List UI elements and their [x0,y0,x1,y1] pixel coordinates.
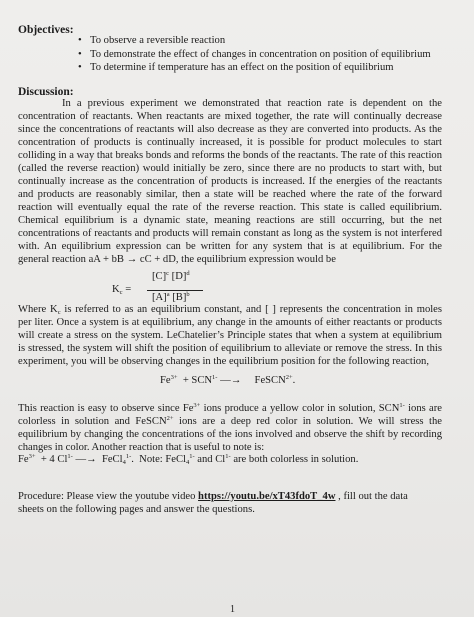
paragraph-line: colliding in a way that breaks bonds and reforms the bonds of the reactants. The rate of this reaction [18,150,442,161]
reaction-equation-2: $Fe^{3+} + 4$ $Cl^{1-}$ —→ FeCl$_4^{1-}$. Note: FeCl$_4^{1-}$ and $Cl^{1-}$ are both colorless in solution. [18,453,359,466]
procedure-line: sheets on the following pages and answer the questions. [18,504,255,515]
reaction-equation-1: $Fe^{3+} + SCN^{1-}$ —→ FeSCN$^{2+}$. [160,374,296,386]
paragraph-line: is stressed, the system will shift the position of equilibrium to alleviate or remove the stress. In this [18,343,442,354]
page-number: 1 [230,604,235,615]
paragraph-line: colorless in solution and FeSCN$^{2+}$ ions are a deep red color in solution. We will stress the [18,415,442,427]
paragraph-line: concentration of products is continually increased, it is possible for product molecules to start [18,137,442,148]
paragraph-line: experiment, you will be observing changes in the equilibrium position for the following reaction, [18,356,430,367]
paragraph-line: reaction will eventually equal the rate of the reverse reaction. This state is called equilibrium. [18,202,442,213]
objective-item: • To observe a reversible reaction [78,35,226,46]
paragraph-line: Chemical equilibrium is a dynamic state, meaning reactions are still occurring, but the net [18,215,442,226]
paragraph-line: concentrations of reactants and products will remain constant as long as the system is not interfered [18,228,442,239]
paragraph-line: per liter. Once a system is at equilibrium, any change in the amounts of either reactants or products [18,317,442,328]
kc-denominator: $[A]^a$ $[B]^b$ [152,291,190,303]
bullet-icon: • [78,48,82,60]
paragraph-line: This reaction is easy to observe since $Fe^{3+}$ ions produce a yellow color in solution, $SCN^{1-}$ ions are [18,402,442,414]
paragraph-line: will create a stress on the system. LeChatelier’s Principle states that when a system at equilibrium [18,330,442,341]
objective-item: • To determine if temperature has an effect on the position of equilibrium [78,62,394,73]
paragraph-line: general reaction aA + bB → cC + dD, the equilibrium expression would be [18,254,336,265]
paragraph-line: In a previous experiment we demonstrated that reaction rate is dependent on the [62,98,442,109]
paragraph-line: concentration of reactants. When reactants are mixed together, the rate will continually decrease [18,111,442,122]
bullet-icon: • [78,35,82,46]
kc-numerator: $[C]^c$ $[D]^d$ [152,270,190,282]
color-paragraph [18,402,442,454]
objectives-heading: Objectives: [18,24,74,36]
discussion-paragraph [18,97,442,266]
fraction-bar [147,290,203,291]
discussion-heading: Discussion: [18,86,74,98]
bullet-icon: • [78,62,82,73]
procedure-line: Procedure: Please view the youtube video https://youtu.be/xT43fdoT_4w , fill out the data [18,491,408,502]
paragraph-line: and products are reasonably similar, then a state will be reached where the rate of the forward [18,189,442,200]
paragraph-line: since the concentrations of reactants will also decrease as they are converted into products. As the [18,124,442,135]
paragraph-line: changes in color. Another reaction that is useful to note is: [18,442,265,453]
youtube-link[interactable]: https://youtu.be/xT43fdoT_4w [198,491,336,502]
procedure-paragraph [18,490,438,516]
paragraph-line: equilibrium by changing the concentrations of the ions involved and observe the shift by recording [18,429,442,440]
kc-lhs: $K_c$ = [112,284,132,296]
paragraph-line: with. An equilibrium expression can be written for any system that is at equilibrium. For the [18,241,442,252]
paragraph-line: (called the reverse reaction) would initially be zero, since there are no products to start with, but [18,163,442,174]
objective-item: • To demonstrate the effect of changes in concentration on position of equilibrium [78,48,431,60]
paragraph-line: continually increase as the concentration of products is increased. If the energies of the reactants [18,176,442,187]
paragraph-line: Where $K_c$ is referred to as an equilibrium constant, and [ ] represents the concentration in moles [18,304,443,316]
objectives-list [78,34,431,75]
lechatelier-paragraph [18,303,442,368]
